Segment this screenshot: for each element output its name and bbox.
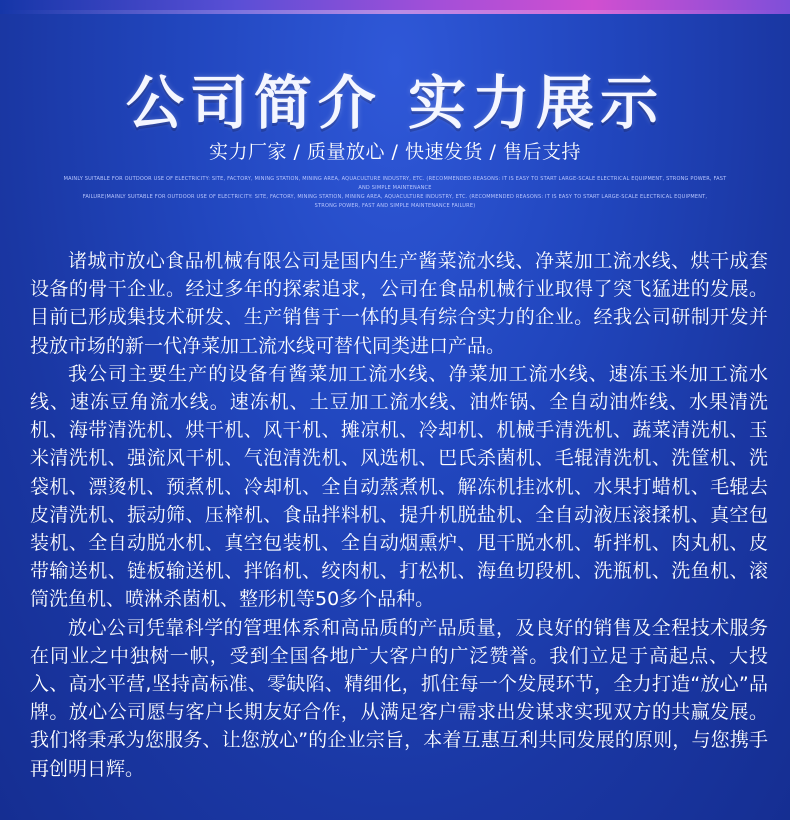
- paragraph-service-philosophy: 放心公司凭靠科学的管理体系和高品质的产品质量，及良好的销售及全程技术服务在同业之中独树一帜，受到全国各地广大客户的广泛赞誉。我们立足于高起点、大投入、高水平营,坚持高标准、零缺陷、精细化，抓住每一个发展环节，全力打造“放心”品牌。放心公司愿与客户长期友好合作，从满足客户需求出发谋求实现双方的共赢发展。我们将秉承为您服务、让您放心”的企业宗旨，本着互惠互利共同发展的原则，与您携手再创明日辉。: [30, 616, 768, 780]
- top-bar-highlight: [0, 10, 790, 14]
- paragraph-company-overview: 诸城市放心食品机械有限公司是国内生产酱菜流水线、净菜加工流水线、烘干成套设备的骨干企业。经过多年的探索追求，公司在食品机械行业取得了突飞猛进的发展。目前已形成集技术研发、生产销售于一体的具有综合实力的企业。经我公司研制开发并投放市场的新一代净菜加工流水线可替代同类进口产品。: [30, 250, 768, 357]
- page-title: 公司简介 实力展示: [125, 69, 665, 137]
- tagline: 实力厂家 / 质量放心 / 快速发货 / 售后支持: [209, 141, 581, 163]
- company-description: [30, 247, 768, 783]
- fine-print-block: [60, 175, 730, 211]
- top-gradient-bar: [0, 0, 790, 14]
- fine-print-line: STRONG POWER, FAST AND SIMPLE MAINTENANCE FAILURE): [314, 203, 476, 209]
- paragraph-product-list: 我公司主要生产的设备有酱菜加工流水线、净菜加工流水线、速冻玉米加工流水线、速冻豆角流水线。速冻机、土豆加工流水线、油炸锅、全自动油炸线、水果清洗机、海带清洗机、烘干机、风干机、摊凉机、冷却机、机械手清洗机、蔬菜清洗机、玉米清洗机、强流风干机、气泡清洗机、风选机、巴氏杀菌机、毛辊清洗机、洗筐机、洗袋机、漂烫机、预煮机、冷却机、全自动蒸煮机、解冻机挂冰机、水果打蜡机、毛辊去皮清洗机、振动筛、压榨机、食品拌料机、提升机脱盐机、全自动液压滚揉机、真空包装机、全自动脱水机、真空包装机、全自动烟熏炉、甩干脱水机、斩拌机、肉丸机、皮带输送机、链板输送机、拌馅机、绞肉机、打松机、海鱼切段机、洗瓶机、洗鱼机、滚筒洗鱼机、喷淋杀菌机、整形机等50多个品种。: [30, 362, 768, 611]
- fine-print-line: MAINLY SUITABLE FOR OUTDOOR USE OF ELECTRICITY: SITE, FACTORY, MINING STATION, MINING AREA, AQUACULTURE INDUSTRY, ETC. (RECOMMENDED REASONS: IT IS EASY TO START LARGE-SCALE ELECTRICAL EQUIPMENT, STRONG POWER, FAST AND SIMPLE MAINTENANCE: [63, 176, 727, 191]
- fine-print-line: FAILURE)MAINLY SUITABLE FOR OUTDOOR USE OF ELECTRICITY: SITE, FACTORY, MINING STATION, MINING AREA, AQUACULTURE INDUSTRY, ETC. (RECOMMENDED REASONS: IT IS EASY TO START LARGE-SCALE ELECTRICAL EQUIPMENT,: [82, 194, 708, 200]
